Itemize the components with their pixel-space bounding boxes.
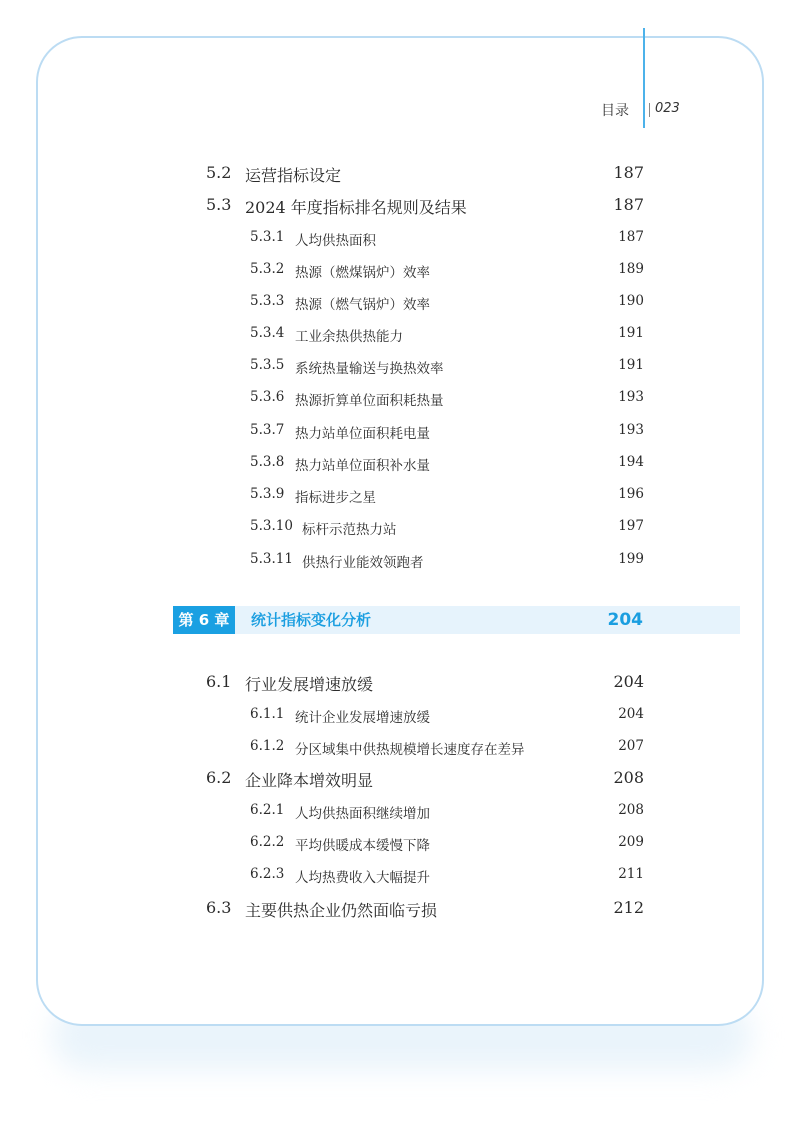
toc-entry-number: 6.3 — [206, 898, 232, 917]
toc-entry-title: 统计企业发展增速放缓 — [295, 710, 430, 726]
toc-entry-number: 5.3.9 — [250, 486, 285, 502]
toc-entry-page: 196 — [618, 486, 644, 502]
header-accent-line — [643, 28, 645, 128]
toc-entry[interactable] — [0, 734, 800, 758]
toc-entry-number: 6.1.1 — [250, 706, 285, 722]
toc-entry[interactable] — [0, 353, 800, 377]
toc-entry-title: 人均供热面积 — [295, 233, 376, 249]
toc-entry-number: 5.3.5 — [250, 357, 285, 373]
toc-entry-title: 系统热量输送与换热效率 — [295, 361, 444, 377]
toc-entry-title: 热源折算单位面积耗热量 — [295, 393, 444, 409]
running-head-page-number: 023 — [655, 101, 680, 116]
toc-entry[interactable] — [0, 514, 800, 538]
toc-entry-page: 187 — [613, 195, 644, 214]
toc-entry[interactable] — [0, 321, 800, 345]
toc-entry-number: 5.3.3 — [250, 293, 285, 309]
toc-entry-page: 197 — [618, 518, 644, 534]
toc-entry-number: 5.3.6 — [250, 389, 285, 405]
toc-entry-number: 6.1.2 — [250, 738, 285, 754]
chapter-page-number: 204 — [607, 610, 643, 630]
toc-entry-title: 人均热费收入大幅提升 — [295, 870, 430, 886]
toc-entry-title: 热源（燃煤锅炉）效率 — [295, 265, 430, 281]
toc-entry-title: 热源（燃气锅炉）效率 — [295, 297, 430, 313]
toc-entry-number: 5.3.2 — [250, 261, 285, 277]
toc-entry-number: 5.3.4 — [250, 325, 285, 341]
toc-entry[interactable] — [0, 385, 800, 409]
toc-entry-page: 212 — [613, 898, 644, 917]
toc-entry-number: 5.3.8 — [250, 454, 285, 470]
toc-entry-title: 主要供热企业仍然面临亏损 — [245, 901, 438, 920]
toc-entry-title: 热力站单位面积补水量 — [295, 458, 430, 474]
toc-entry-page: 190 — [618, 293, 644, 309]
toc-entry[interactable] — [0, 830, 800, 854]
toc-entry-title: 分区域集中供热规模增长速度存在差异 — [295, 742, 525, 758]
toc-entry-number: 5.2 — [206, 163, 232, 182]
toc-entry-page: 208 — [618, 802, 644, 818]
toc-entry-title: 人均供热面积继续增加 — [295, 806, 430, 822]
toc-entry-title: 行业发展增速放缓 — [245, 675, 374, 694]
toc-entry-title: 运营指标设定 — [245, 166, 342, 185]
toc-entry-page: 191 — [618, 357, 644, 373]
toc-entry-number: 5.3.7 — [250, 422, 285, 438]
toc-entry-number: 5.3.10 — [250, 518, 293, 534]
toc-entry[interactable] — [0, 418, 800, 442]
toc-entry-page: 194 — [618, 454, 644, 470]
toc-entry[interactable] — [0, 798, 800, 822]
toc-entry[interactable] — [0, 482, 800, 506]
toc-entry[interactable] — [0, 289, 800, 313]
toc-entry-page: 193 — [618, 389, 644, 405]
toc-entry-number: 6.2.1 — [250, 802, 285, 818]
toc-entry-page: 187 — [618, 229, 644, 245]
running-head-divider — [649, 103, 650, 117]
chapter-title: 统计指标变化分析 — [251, 611, 372, 629]
toc-entry-page: 199 — [618, 551, 644, 567]
toc-entry[interactable] — [0, 862, 800, 886]
toc-entry-number: 5.3 — [206, 195, 232, 214]
toc-entry-number: 6.2 — [206, 768, 232, 787]
toc-entry-title: 指标进步之星 — [295, 490, 376, 506]
toc-entry-title: 供热行业能效领跑者 — [302, 555, 424, 571]
running-head-label: 目录 — [601, 103, 629, 119]
chapter-heading[interactable] — [173, 606, 740, 634]
toc-entry[interactable] — [0, 670, 800, 694]
toc-entry-number: 6.1 — [206, 672, 232, 691]
toc-entry-number: 6.2.2 — [250, 834, 285, 850]
toc-entry-number: 6.2.3 — [250, 866, 285, 882]
toc-entry-page: 207 — [618, 738, 644, 754]
toc-entry[interactable] — [0, 450, 800, 474]
toc-entry-title: 企业降本增效明显 — [245, 771, 374, 790]
toc-entry-page: 191 — [618, 325, 644, 341]
toc-entry-page: 204 — [618, 706, 644, 722]
toc-entry[interactable] — [0, 161, 800, 185]
toc-entry[interactable] — [0, 257, 800, 281]
toc-entry-page: 189 — [618, 261, 644, 277]
toc-entry[interactable] — [0, 766, 800, 790]
toc-entry[interactable] — [0, 193, 800, 217]
toc-entry-title: 2024 年度指标排名规则及结果 — [245, 198, 467, 217]
toc-entry-number: 5.3.11 — [250, 551, 293, 567]
toc-entry-number: 5.3.1 — [250, 229, 285, 245]
toc-entry-page: 204 — [613, 672, 644, 691]
toc-entry-title: 热力站单位面积耗电量 — [295, 426, 430, 442]
toc-entry-title: 工业余热供热能力 — [295, 329, 403, 345]
toc-entry[interactable] — [0, 896, 800, 920]
toc-entry[interactable] — [0, 702, 800, 726]
toc-entry-page: 208 — [613, 768, 644, 787]
toc-entry-page: 187 — [613, 163, 644, 182]
toc-entry-page: 209 — [618, 834, 644, 850]
toc-entry-title: 平均供暖成本缓慢下降 — [295, 838, 430, 854]
chapter-number-badge: 第 6 章 — [173, 606, 235, 634]
toc-entry[interactable] — [0, 225, 800, 249]
toc-entry[interactable] — [0, 547, 800, 571]
toc-entry-page: 211 — [618, 866, 644, 882]
toc-entry-page: 193 — [618, 422, 644, 438]
toc-entry-title: 标杆示范热力站 — [302, 522, 397, 538]
